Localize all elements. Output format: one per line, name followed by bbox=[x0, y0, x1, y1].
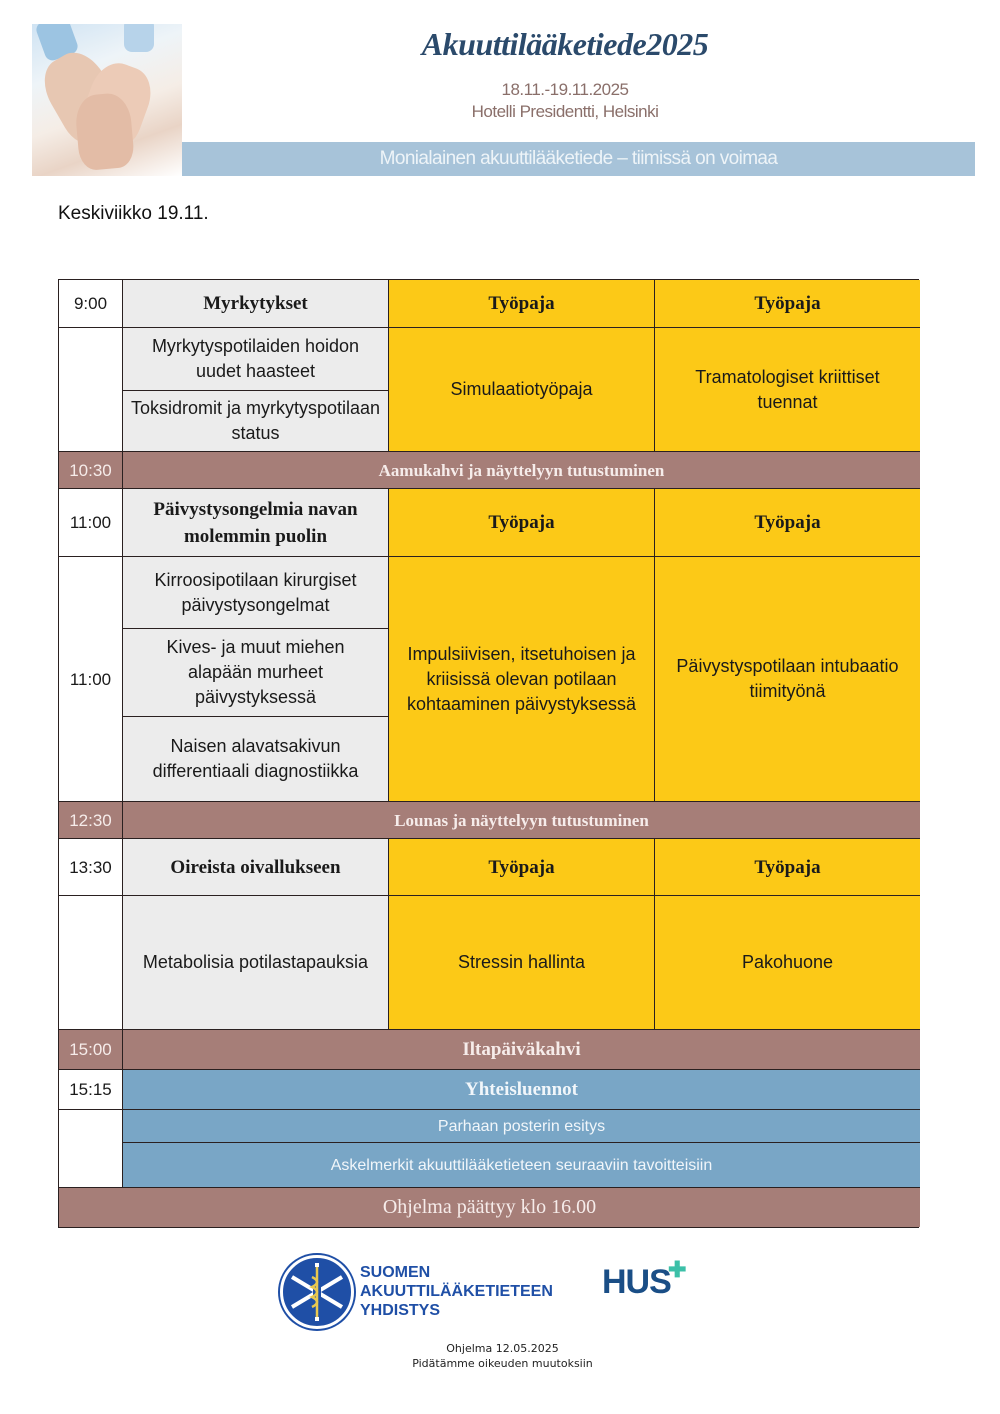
workshop-item: Pakohuone bbox=[655, 896, 920, 1030]
workshop-label: Työpaja bbox=[655, 489, 920, 557]
workshop-label: Työpaja bbox=[389, 839, 655, 896]
day-label: Keskiviikko 19.11. bbox=[58, 203, 209, 224]
hus-cross-icon: ✚ bbox=[668, 1257, 687, 1282]
workshop-label: Työpaja bbox=[389, 489, 655, 557]
talk-item: Kives- ja muut miehen alapään murheet päivystyksessä bbox=[123, 629, 389, 717]
workshop-label: Työpaja bbox=[389, 280, 655, 328]
program-date: Ohjelma 12.05.2025 bbox=[446, 1342, 559, 1355]
break-label: Aamukahvi ja näyttelyyn tutustuminen bbox=[123, 452, 920, 489]
talk-item: Toksidromit ja myrkytyspotilaan status bbox=[123, 391, 389, 452]
workshop-item: Tramatologiset kriittiset tuennat bbox=[655, 328, 920, 452]
logo-line: SUOMEN bbox=[360, 1264, 431, 1281]
plenary-talk: Askelmerkit akuuttilääketieteen seuraaviin tavoitteisiin bbox=[123, 1143, 920, 1188]
workshop-item: Simulaatiotyöpaja bbox=[389, 328, 655, 452]
footer-logos bbox=[280, 1255, 700, 1330]
workshop-item: Päivystyspotilaan intubaatio tiimityönä bbox=[655, 557, 920, 802]
session-title: Myrkytykset bbox=[123, 280, 389, 328]
time-cell-empty bbox=[59, 896, 123, 1030]
talk-item: Naisen alavatsakivun differentiaali diagnostiikka bbox=[123, 717, 389, 802]
plenary-title: Yhteisluennot bbox=[123, 1070, 920, 1110]
time-cell: 9:00 bbox=[59, 280, 123, 328]
hus-logo: HUS bbox=[602, 1263, 671, 1301]
break-time: 12:30 bbox=[59, 802, 123, 839]
logo-line: YHDISTYS bbox=[360, 1302, 441, 1319]
break-time: 15:00 bbox=[59, 1030, 123, 1070]
hero-image-hands bbox=[32, 24, 182, 176]
time-cell: 11:00 bbox=[59, 557, 123, 802]
closing-row: Ohjelma päättyy klo 16.00 bbox=[59, 1188, 920, 1227]
sayl-logo-text bbox=[360, 1263, 553, 1320]
break-label: Lounas ja näyttelyyn tutustuminen bbox=[123, 802, 920, 839]
workshop-label: Työpaja bbox=[655, 280, 920, 328]
break-label: Iltapäiväkahvi bbox=[123, 1030, 920, 1070]
workshop-item: Stressin hallinta bbox=[389, 896, 655, 1030]
sleeve-shape bbox=[124, 24, 154, 52]
conference-title: Akuuttilääketiede2025 bbox=[421, 26, 709, 62]
disclaimer: Pidätämme oikeuden muutoksiin bbox=[412, 1357, 593, 1370]
time-cell: 15:15 bbox=[59, 1070, 123, 1110]
conference-venue: Hotelli Presidentti, Helsinki bbox=[471, 102, 659, 121]
time-cell-empty bbox=[59, 328, 123, 452]
talk-item: Myrkytyspotilaiden hoidon uudet haasteet bbox=[123, 328, 389, 391]
workshop-label: Työpaja bbox=[655, 839, 920, 896]
break-time: 10:30 bbox=[59, 452, 123, 489]
schedule-table bbox=[58, 279, 919, 1228]
session-title: Oireista oivallukseen bbox=[123, 839, 389, 896]
logo-line: AKUUTTILÄÄKETIETEEN bbox=[360, 1283, 553, 1300]
plenary-talk: Parhaan posterin esitys bbox=[123, 1110, 920, 1143]
session-title: Päivystysongelmia navan molemmin puolin bbox=[123, 489, 389, 557]
time-cell: 13:30 bbox=[59, 839, 123, 896]
talk-item: Metabolisia potilastapauksia bbox=[123, 896, 389, 1030]
conference-dates: 18.11.-19.11.2025 bbox=[501, 80, 629, 99]
talk-item: Kirroosipotilaan kirurgiset päivystysongelmat bbox=[123, 557, 389, 629]
sayl-emblem-icon bbox=[280, 1255, 354, 1329]
workshop-item: Impulsiivisen, itsetuhoisen ja kriisissä olevan potilaan kohtaaminen päivystyksessä bbox=[389, 557, 655, 802]
time-cell-empty bbox=[59, 1110, 123, 1188]
time-cell: 11:00 bbox=[59, 489, 123, 557]
tagline-banner: Monialainen akuuttilääketiede – tiimissä on voimaa bbox=[182, 142, 975, 176]
